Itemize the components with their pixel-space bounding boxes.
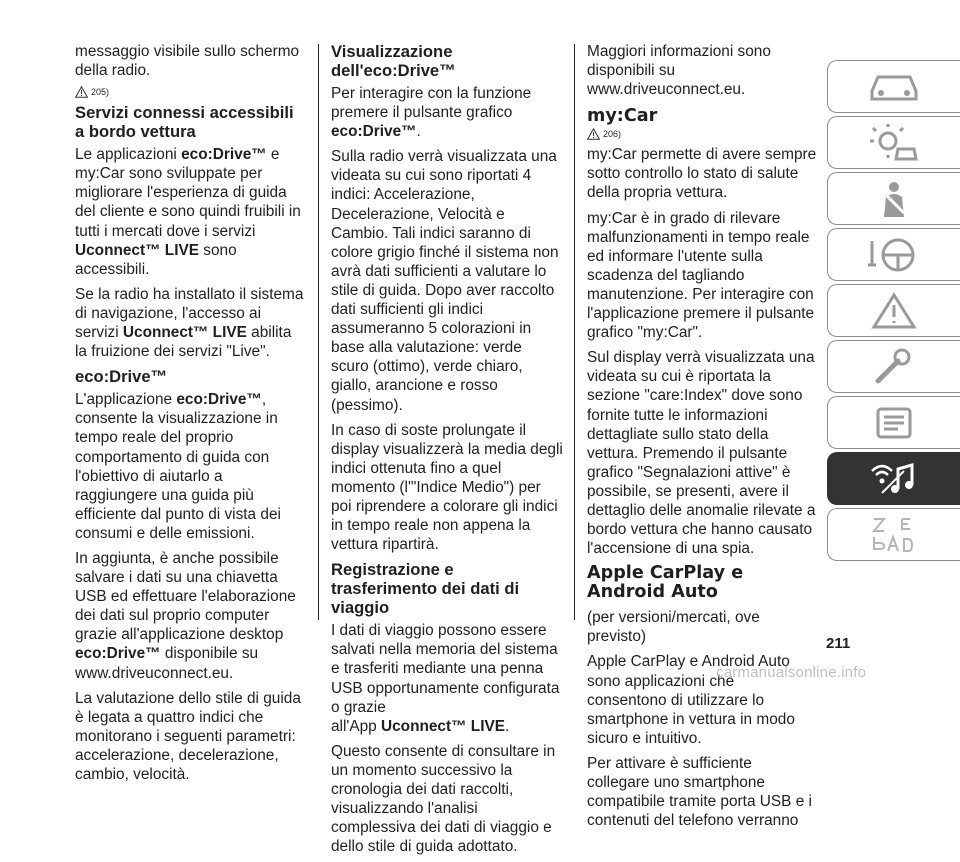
roadside-warning-icon — [864, 291, 924, 331]
paragraph-visual-2: Sulla radio verrà visualizzata una videata su cui sono riportati 4 indici: Accelerazione, Decelerazione, Velocità e Cambio. Tali indici saranno di colore grigio finché il sistema non avrà dati sufficienti a valutare lo stile di guida. Dopo aver raccolto dati sufficienti gli indici assumeranno 5 colorazioni in base alla valutazione: verde scuro (ottimo), verde chiaro, giallo, arancione e rosso (pessimo). — [331, 148, 559, 414]
intro-paragraph: messaggio visibile sullo schermo della radio. — [75, 43, 300, 80]
footer-watermark: carmanualsonline.info — [716, 664, 867, 681]
paragraph-visual-3: In caso di soste prolungate il display visualizzerà la media degli indici ottenuta fino a quel momento (l'"Indice Medio") per poi riprendere a colorare gli indici in tempo reale non appena la vettura ripartirà. — [331, 421, 563, 554]
alphabetical-index-icon — [864, 515, 924, 555]
tab-technical-data[interactable] — [827, 396, 960, 449]
tab-warning-lights[interactable] — [827, 116, 960, 169]
warning-reference-205 — [75, 86, 307, 98]
paragraph-info: Maggiori informazioni sono disponibili su www.driveuconnect.eu. — [587, 43, 771, 99]
maintenance-wrench-icon — [864, 347, 924, 387]
warning-reference-206 — [587, 128, 817, 140]
multimedia-icon — [864, 459, 924, 499]
seatbelt-airbag-icon — [864, 179, 924, 219]
paragraph-eco-1: L'applicazione eco:Drive™, consente la visualizzazione in tempo reale del proprio comportamento di guida con l'obiettivo di aiutarlo a raggiungere una guida più efficiente dal punto di vista dei consumi e delle emissioni. — [75, 391, 281, 542]
paragraph-mycar-1: my:Car permette di avere sempre sotto controllo lo stato di salute della propria vettura. — [587, 146, 817, 202]
tab-maintenance[interactable] — [827, 340, 960, 393]
paragraph-reg-1: I dati di viaggio possono essere salvati nella memoria del sistema e trasferiti mediante una penna USB opportunamente configurata o grazie — [331, 622, 560, 716]
steering-wheel-key-icon — [864, 235, 924, 275]
heading-servizi-connessi: Servizi connessi accessibili a bordo vettura — [75, 103, 294, 142]
column-3 — [587, 42, 817, 836]
paragraph-servizi-2: Se la radio ha installato il sistema di navigazione, l'accesso ai servizi Uconnect™ LIVE abilita la fruizione dei servizi "Live". — [75, 285, 304, 361]
paragraph-eco-2: In aggiunta, è anche possibile salvare i dati su una chiavetta USB ed effettuare l'elaborazione dei dati sul proprio computer grazie all'applicazione desktop eco:Drive™ disponibile su www.driveuconnect.eu. — [75, 549, 296, 682]
chapter-tabs — [827, 60, 960, 564]
paragraph-visual-1: Per interagire con la funzione premere il pulsante grafico eco:Drive™. — [331, 85, 532, 141]
paragraph-eco-3: La valutazione dello stile di guida è legata a quattro indici che monitorano i seguenti parametri: accelerazione, decelerazione, cambio, velocità. — [75, 689, 301, 783]
column-1 — [75, 42, 307, 790]
column-2 — [331, 42, 563, 862]
warning-ref-text: 205) — [91, 87, 110, 98]
heading-visualizzazione: Visualizzazione dell'eco:Drive™ — [331, 42, 456, 80]
page-number: 211 — [826, 635, 851, 652]
paragraph-cp-1: (per versioni/mercati, ove previsto) — [587, 609, 760, 646]
warning-triangle-icon — [75, 86, 88, 98]
tab-seatbelt-airbag[interactable] — [827, 172, 960, 225]
heading-carplay-android-auto: Apple CarPlay e Android Auto — [587, 563, 744, 603]
paragraph-servizi-1: Le applicazioni eco:Drive™ e my:Car sono sviluppate per migliorare l'esperienza di guida del cliente e sono quindi fruibili in tutti i mercati dove i servizi Uconnect™ LIVE sono accessibili. — [75, 146, 301, 278]
tab-multimedia[interactable] — [827, 452, 960, 505]
tab-steering-wheel[interactable] — [827, 228, 960, 281]
paragraph-reg-1b: all'App Uconnect™ LIVE. — [331, 717, 510, 735]
paragraph-reg-2: Questo consente di consultare in un momento successivo la cronologia dei dati raccolti, visualizzando l'analisi complessiva dei dati di viaggio e dello stile di guida adottato. — [331, 742, 556, 856]
paragraph-mycar-2: my:Car è in grado di rilevare malfunzionamenti in tempo reale ed informare l'utente sulla scadenza del tagliando manutenzione. Per interagire con l'applicazione premere il pulsante grafico "my:Car". — [587, 209, 815, 342]
heading-registrazione: Registrazione e trasferimento dei dati di viaggio — [331, 560, 520, 618]
warning-lights-icon — [864, 123, 924, 163]
paragraph-cp-3: Per attivare è sufficiente collegare uno smartphone compatibile tramite porta USB e i contenuti del telefono verranno — [587, 754, 812, 830]
column-divider-1 — [318, 44, 319, 620]
car-front-icon — [864, 69, 924, 105]
tab-alphabetical-index[interactable] — [827, 508, 960, 561]
paragraph-mycar-3: Sul display verrà visualizzata una videata su cui è riportata la sezione "care:Index" dove sono fornite tutte le informazioni dettagliate sullo stato della vettura. Premendo il pulsante grafico "Segnalazioni attive" è possibile, se presenti, avere il dettaglio delle anomalie rilevate a bordo vettura che hanno causato l'accensione di una spia. — [587, 349, 816, 558]
technical-data-icon — [864, 403, 924, 443]
heading-mycar: my:Car — [587, 106, 658, 127]
column-divider-2 — [574, 44, 575, 620]
tab-car-front[interactable] — [827, 60, 960, 113]
tab-roadside-warning[interactable] — [827, 284, 960, 337]
warning-triangle-icon — [587, 128, 600, 140]
warning-ref-text: 206) — [603, 129, 622, 140]
heading-ecodrive: eco:Drive™ — [75, 367, 168, 387]
paragraph-cp-2: Apple CarPlay e Android Auto sono applicazioni che consentono di utilizzare lo smartphone in vettura in modo sicuro e intuitivo. — [587, 653, 795, 747]
